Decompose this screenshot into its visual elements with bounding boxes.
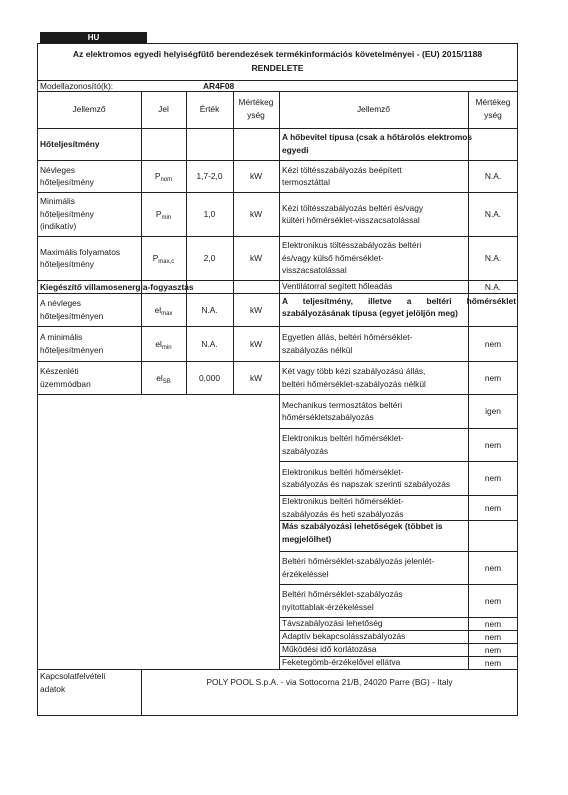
symbol-subscript: min [161,344,172,351]
control-row-unit-line: nem [484,502,502,513]
left-row-label-line: hőteljesítmény [40,259,94,269]
input-type-title [282,131,473,156]
other-options-title-line: Más szabályozási lehetőségek (többet is [282,521,443,531]
header-feature-line: Jellemző [72,104,106,114]
symbol-subscript: min [161,215,172,221]
input-row-label [282,239,467,277]
aux-row-value-line: 0,000 [199,372,220,383]
other-row-unit [468,644,518,657]
left-row-value [186,170,233,183]
row-divider [279,326,518,327]
aux-row-label-line: hőteljesítményen [40,344,104,355]
other-row-label [282,617,467,630]
row-divider [279,428,518,429]
input-row-label-line: Kézi töltésszabályozás beépített [282,164,402,175]
symbol-subscript: max,c [158,259,175,265]
column-divider [186,91,187,394]
row-divider [37,394,279,395]
header-unit-line: ység [247,109,265,120]
aux-row-symbol [141,338,186,355]
aux-row-value [186,338,233,351]
header-unit [233,96,279,121]
control-row-unit [468,405,518,418]
control-row-unit-line: igen [485,406,501,416]
contact-value [141,676,518,689]
other-row-label [282,555,467,580]
aux-row-unit [233,338,279,351]
row-divider [37,326,279,327]
aux-row-unit-line: kW [249,372,263,383]
left-row-label-line: Névleges [40,164,75,175]
input-row-unit [468,252,518,265]
input-row-label [282,202,467,227]
model-label [40,80,160,93]
left-row-symbol [141,208,186,225]
left-row-unit-line: kW [249,209,263,219]
column-divider [141,91,142,394]
aux-row-unit-line: kW [249,304,263,315]
other-row-label-line: Távszabályozási lehetőség [282,618,383,629]
other-row-label [282,630,467,643]
symbol-text: el [156,372,163,383]
aux-row-value [186,372,233,385]
other-options-title [282,520,467,545]
row-divider [279,192,518,193]
left-row-value-line: 1,7-2,0 [196,171,223,181]
control-row-label [282,466,467,491]
input-row-label-line: és/vagy külső hőmérséklet- [282,252,384,263]
control-row-label-line: Elektronikus beltéri hőmérséklet- [282,433,404,443]
aux-row-label [40,297,140,322]
title-line-2: RENDELETE [251,63,304,73]
other-row-label-line: Beltéri hőmérséklet-szabályozás jelenlét- [282,556,435,566]
row-divider [279,361,518,362]
contact-value-line: POLY POOL S.p.A. - via Sottocorna 21/B, 24020 Parre (BG) - Italy [206,677,453,687]
header-unit-right [468,96,518,121]
left-row-value [186,252,233,265]
symbol-text: P [155,209,162,219]
other-row-unit [468,657,518,670]
contact-label-line: Kapcsolatfelvételi [40,671,106,681]
model-value-line: AR4F08 [203,80,235,91]
aux-row-label-line: A minimális [40,332,83,342]
other-row-label-line: Feketegömb-érzékelővel ellátva [282,657,401,668]
header-value-line: Érték [199,104,220,114]
row-divider [279,236,518,237]
input-row-label-line: kültéri hőmérséklet-visszacsatolással [282,215,420,225]
heat-output-title-line: Hőteljesítmény [40,139,100,149]
control-row-label [282,365,467,390]
header-symbol [141,103,186,116]
left-row-symbol [141,252,186,269]
other-row-label [282,588,467,613]
other-row-label-line: Működési idő korlátozása [282,644,377,655]
other-row-label-line: nyitottablak-érzékeléssel [282,601,374,612]
input-row-label-line: Kézi töltésszabályozás beltéri és/vagy [282,202,424,213]
symbol-subscript: nom [160,177,173,183]
aux-row-value-line: N.A. [201,338,218,349]
aux-row-label-line: üzemmódban [40,378,91,389]
left-row-label-line: Maximális folyamatos [40,246,121,257]
input-row-label-line: Elektronikus töltésszabályozás beltéri [282,240,422,251]
input-type-title-line: A hőbevitel típusa (csak a hőtárolós elektromos [282,132,473,142]
aux-row-label [40,331,140,356]
control-row-label-line: beltéri hőmérséklet-szabályozás nélkül [282,378,426,389]
input-row-unit-line: N.A. [484,171,502,181]
row-divider [37,361,279,362]
other-row-unit [468,562,518,575]
symbol-text: el [155,338,162,349]
left-row-unit [233,170,279,183]
left-row-label-line: hőteljesítmény [40,208,94,219]
control-row-label [282,331,467,356]
column-divider [233,91,234,394]
aux-row-unit [233,304,279,317]
control-row-label-line: Mechanikus termosztátos beltéri [282,399,403,410]
aux-row-label-line: A névleges [40,298,81,308]
left-row-value [186,208,233,221]
left-row-label [40,246,140,271]
header-feature [37,103,141,116]
control-row-label-line: Elektronikus beltéri hőmérséklet- [282,466,404,477]
row-divider [279,160,518,161]
other-row-unit-line: nem [484,562,502,573]
control-row-unit [468,372,518,385]
control-row-label-line: szabályozás és heti szabályozás [282,508,404,519]
row-divider [279,461,518,462]
other-row-label-line: érzékeléssel [282,568,329,579]
header-feature-right-line: Jellemző [356,104,391,114]
row-divider [37,236,279,237]
input-row-label-line: visszacsatolással [282,265,347,276]
symbol-subscript: max [161,310,173,317]
other-row-unit [468,618,518,631]
control-row-label [282,432,467,457]
left-row-label-line: (indikatív) [40,221,77,232]
control-row-unit-line: nem [484,473,502,483]
input-row-unit-line: N.A. [484,209,502,219]
other-row-unit [468,631,518,644]
input-row-label-line: Ventilátorral segített hőleadás [282,281,393,292]
model-value [203,80,283,93]
aux-row-unit-line: kW [249,338,263,349]
left-row-label [40,195,140,233]
other-row-label-line: Beltéri hőmérséklet-szabályozás [282,589,403,599]
control-row-label [282,495,467,520]
input-row-label [282,164,467,189]
input-row-unit-line: N.A. [484,253,502,263]
control-row-label [282,399,467,424]
aux-row-label [40,365,140,390]
other-options-title-line: megjelölhet) [282,533,332,544]
other-row-label [282,643,467,656]
input-type-title-line: egyedi [282,144,309,155]
control-row-unit-line: nem [484,338,502,349]
model-label-line: Modellazonosító(k): [40,80,114,91]
other-row-unit-line: nem [484,595,502,606]
header-bottom [37,128,518,129]
left-row-unit-line: kW [249,253,263,263]
title-line-1: Az elektromos egyedi helyiségfűtő berendezések termékinformációs követelményei - (EU) 2015/1188 [72,49,483,59]
control-type-title-line: A teljesítmény, illetve a beltéri hőmérséklet [282,295,516,306]
aux-row-symbol [141,304,186,321]
other-row-unit [468,595,518,608]
control-row-label-line: Elektronikus beltéri hőmérséklet- [282,496,404,506]
other-row-unit-line: nem [484,657,502,668]
input-row-unit [468,208,518,221]
row-divider [279,551,518,552]
header-unit-line: Mértékeg [238,97,274,107]
control-row-label-line: szabályozás nélkül [282,344,353,355]
control-row-label-line: szabályozás [282,445,329,456]
row-divider [37,293,279,294]
control-type-title-line: szabályozásának típusa (egyet jelöljön meg) [282,308,458,318]
heat-output-title [40,138,140,151]
other-row-label-line: Adaptív bekapcsolásszabályozás [282,631,406,642]
left-row-symbol [141,170,186,187]
aux-row-unit [233,372,279,385]
row-divider [37,192,279,193]
input-row-unit-line: N.A. [484,281,502,292]
control-row-unit [468,502,518,515]
aux-row-symbol [141,372,186,389]
control-row-label-line: Egyetlen állás, beltéri hőmérséklet- [282,332,413,342]
input-row-unit [468,170,518,183]
header-feature-right [279,103,468,116]
header-unit-right-line: ység [484,109,502,120]
control-row-label-line: hőmérsékletszabályozás [282,412,374,422]
other-row-unit-line: nem [484,644,502,655]
control-row-unit [468,439,518,452]
other-row-unit-line: nem [484,618,502,629]
control-row-unit [468,338,518,351]
aux-consumption-title [40,281,275,294]
other-row-label [282,656,467,669]
header-value [186,103,233,116]
contact-label [40,670,140,695]
other-row-unit-line: nem [484,631,502,642]
aux-row-value-line: N.A. [201,304,218,315]
header-unit-right-line: Mértékeg [475,97,511,107]
input-row-unit [468,281,518,294]
contact-label-line: adatok [40,683,66,694]
left-row-value-line: 2,0 [203,253,216,263]
left-row-unit-line: kW [249,171,263,181]
left-row-unit [233,208,279,221]
input-row-label-line: termosztáttal [282,177,330,187]
control-row-unit-line: nem [484,372,502,383]
left-row-label [40,164,140,189]
document-title [38,44,517,75]
left-row-label-line: hőteljesítmény [40,177,94,187]
row-divider [279,394,518,395]
control-row-label-line: szabályozás és napszak szerinti szabályozás [282,479,451,489]
left-row-label-line: Minimális [40,196,75,207]
aux-consumption-title-line: Kiegészítő villamosenergia-fogyasztás [40,281,194,292]
column-divider [279,91,280,669]
aux-row-value [186,304,233,317]
control-row-label-line: Két vagy több kézi szabályozású állás, [282,366,426,376]
row-divider [279,584,518,585]
row-divider [37,160,279,161]
language-badge: HU [40,32,147,43]
symbol-text: el [154,304,162,315]
symbol-text: P [152,253,159,263]
input-row-label [282,280,467,293]
symbol-text: P [154,171,161,181]
control-row-unit [468,472,518,485]
control-row-unit-line: nem [484,439,502,450]
header-symbol-line: Jel [158,104,169,114]
control-type-title [282,295,516,320]
aux-row-label-line: hőteljesítményen [40,310,104,321]
left-row-unit [233,252,279,265]
aux-row-label-line: Készenléti [40,366,79,376]
left-row-value-line: 1,0 [203,209,216,219]
symbol-subscript: SB [162,378,171,385]
